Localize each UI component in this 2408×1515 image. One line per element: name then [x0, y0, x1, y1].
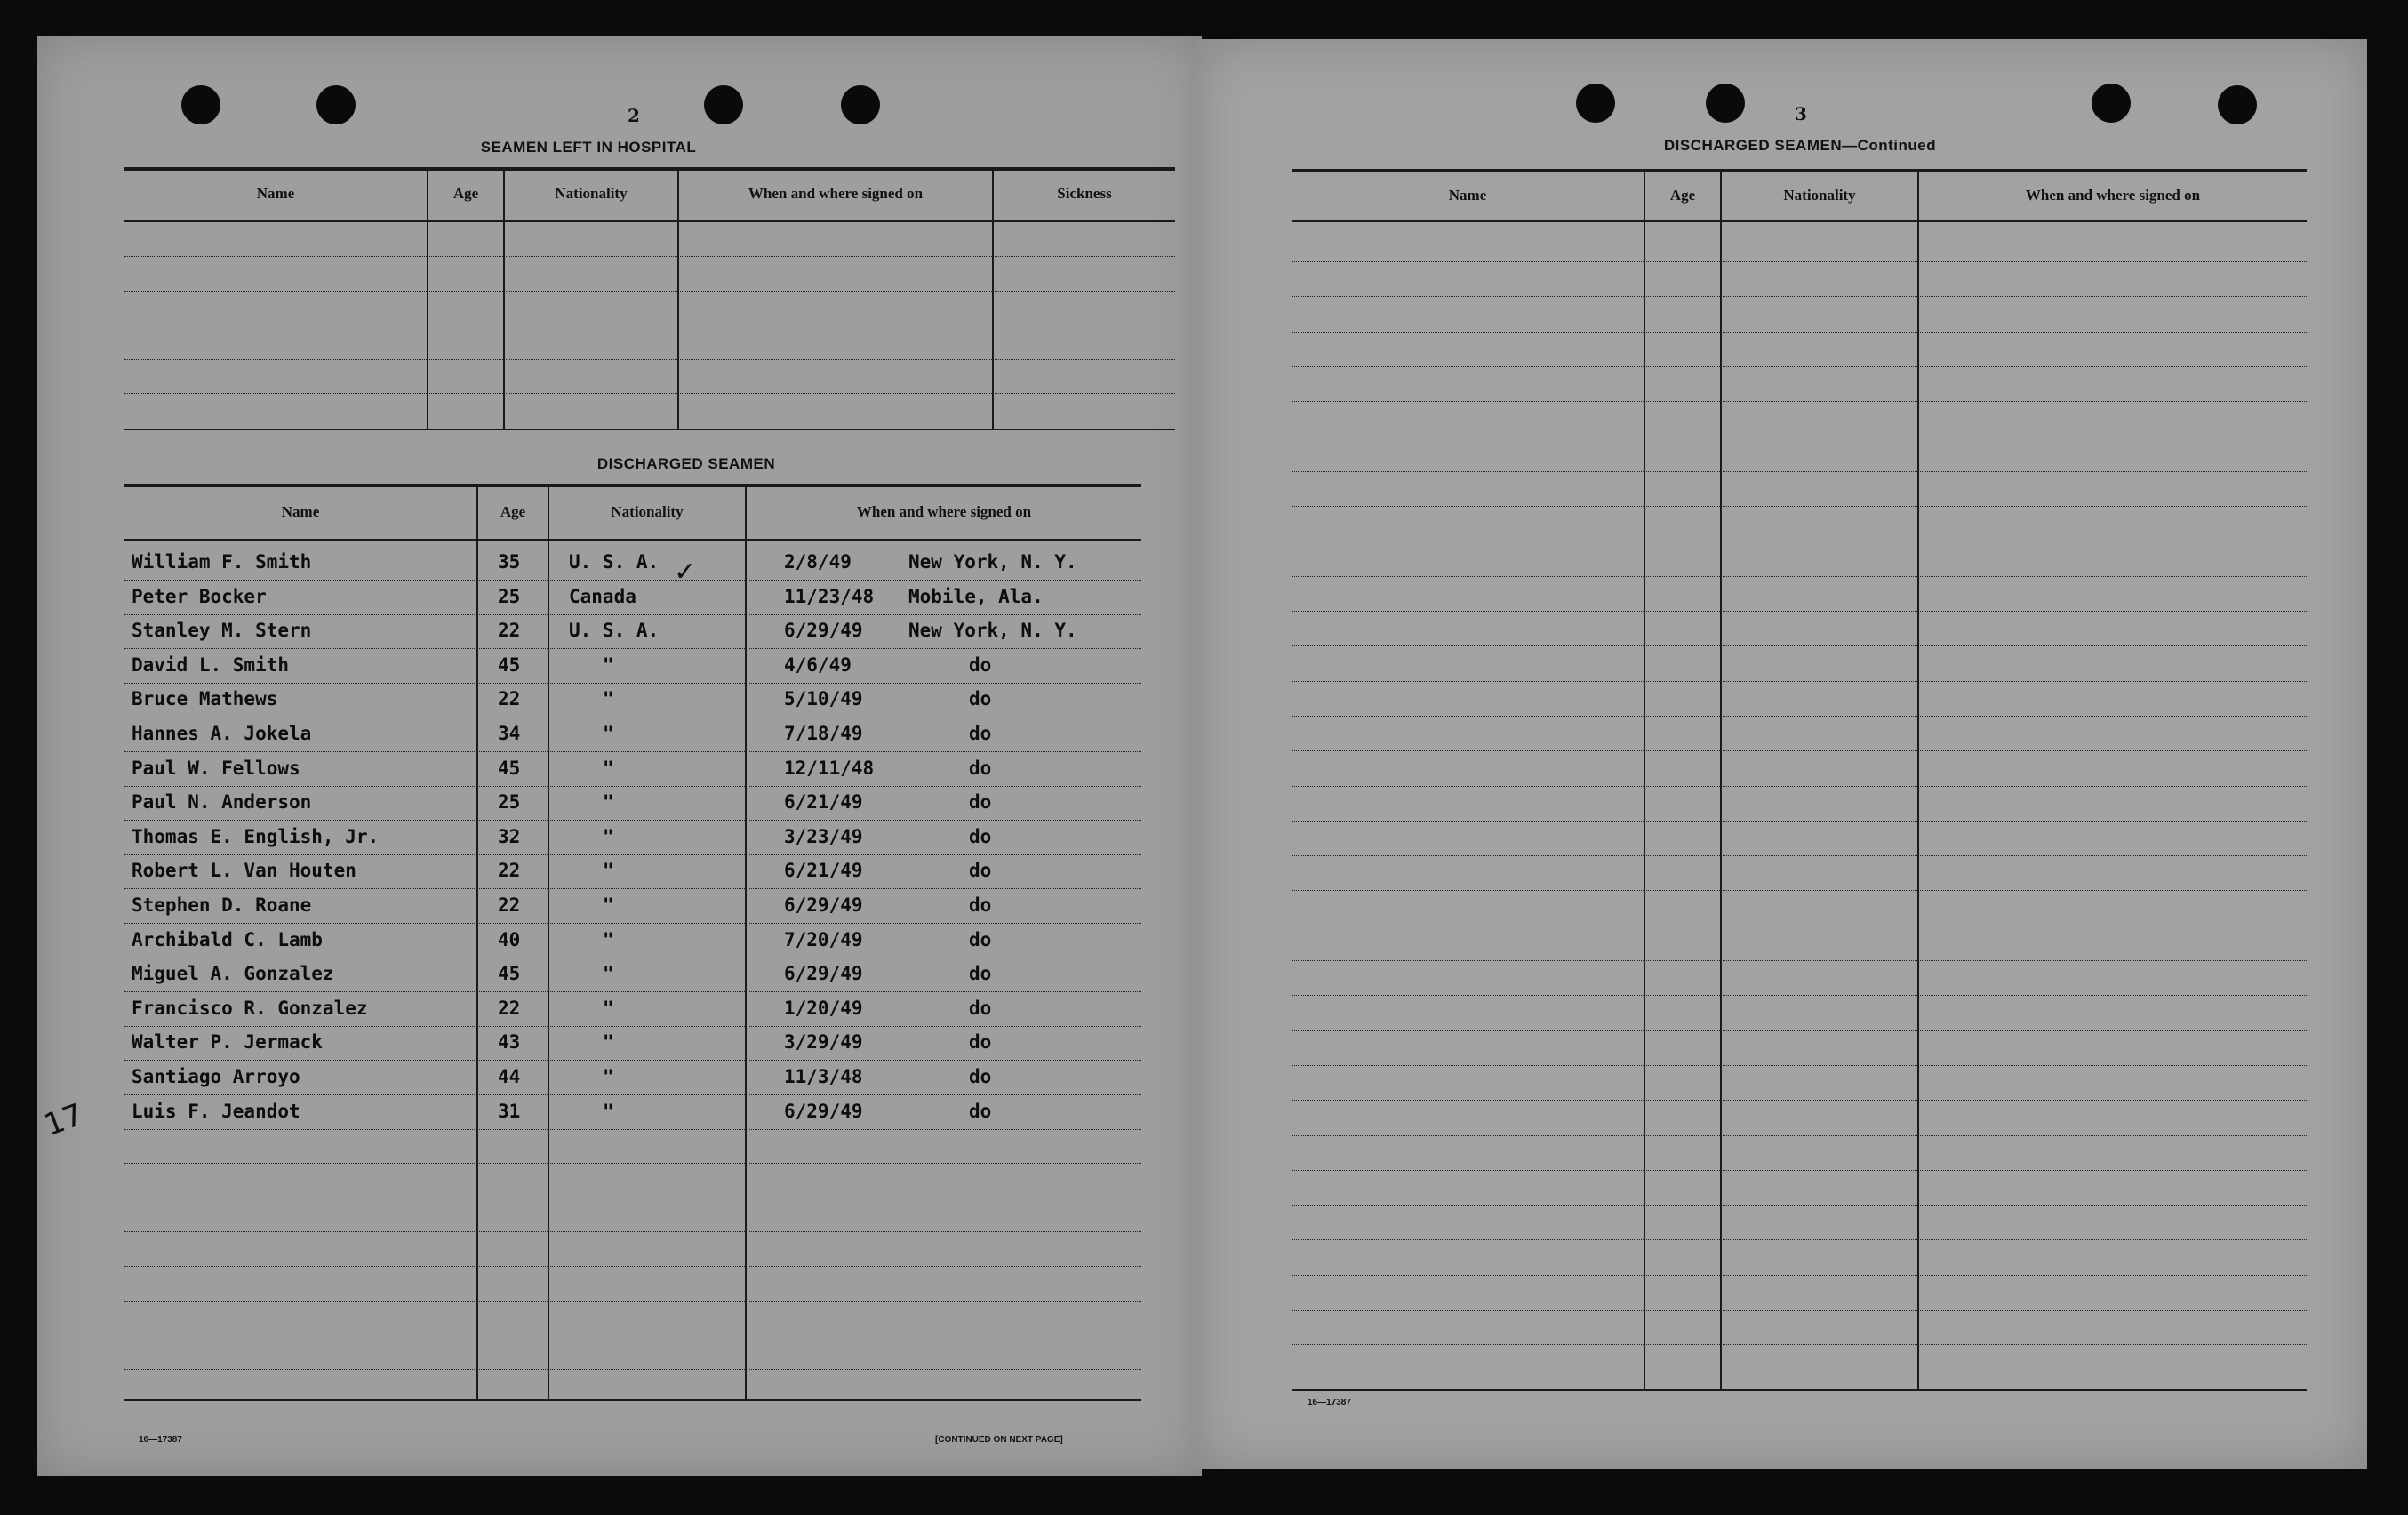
row-rule [124, 751, 1141, 752]
seaman-age: 31 [498, 1100, 521, 1122]
seaman-name: David L. Smith [132, 653, 290, 676]
seaman-name: Paul W. Fellows [132, 757, 300, 779]
seaman-name: Archibald C. Lamb [132, 928, 323, 950]
signed-on-place: New York, N. Y. [908, 620, 1077, 642]
signed-on-place: do [969, 997, 992, 1019]
signed-on-date: 7/18/49 [784, 723, 863, 744]
row-rule [1292, 611, 2307, 612]
row-rule [124, 1301, 1141, 1302]
signed-on-date: 11/23/48 [784, 585, 875, 607]
hospital-header-rule [124, 220, 1175, 222]
seaman-nationality: " [603, 1031, 614, 1054]
row-rule [1292, 1239, 2307, 1240]
signed-on-date: 2/8/49 [784, 551, 852, 573]
signed-on-place: do [969, 791, 992, 814]
row-rule [1292, 750, 2307, 751]
seaman-name: Stanley M. Stern [132, 620, 312, 642]
seaman-nationality: " [603, 894, 614, 916]
right-page [1196, 39, 2367, 1469]
discharged-col-nationality: Nationality [611, 503, 684, 520]
signed-on-date: 5/10/49 [784, 688, 863, 710]
row-rule [1292, 576, 2307, 577]
seaman-nationality: Canada [569, 585, 636, 607]
seaman-name: Peter Bocker [132, 585, 267, 607]
seaman-nationality: " [603, 860, 614, 882]
right-top-rule [1292, 169, 2307, 172]
right-col-age: Age [1669, 187, 1696, 204]
row-rule [1292, 366, 2307, 367]
discharged-bottom-rule [124, 1399, 1141, 1401]
row-rule [1292, 681, 2307, 682]
discharged-header-rule [124, 539, 1141, 541]
hospital-col-sickness: Sickness [1057, 185, 1112, 202]
seaman-age: 22 [498, 688, 521, 710]
row-rule [1292, 786, 2307, 787]
discharged-col-age: Age [500, 503, 526, 520]
seaman-age: 43 [498, 1031, 521, 1054]
page-number: 2 [628, 105, 640, 126]
row-rule [1292, 855, 2307, 856]
seaman-nationality: " [603, 791, 614, 814]
row-rule [124, 614, 1141, 615]
signed-on-date: 3/29/49 [784, 1031, 863, 1054]
row-rule [124, 786, 1141, 787]
row-rule [124, 580, 1141, 581]
signed-on-date: 6/29/49 [784, 963, 863, 985]
hospital-col-name: Name [256, 185, 295, 202]
signed-on-place: do [969, 688, 992, 710]
signed-on-date: 12/11/48 [784, 757, 875, 779]
signed-on-place: do [969, 860, 992, 882]
row-rule [124, 359, 1175, 360]
row-rule [124, 393, 1175, 394]
discharged-col-divider [548, 485, 549, 1399]
seaman-name: Walter P. Jermack [132, 1031, 323, 1054]
seaman-age: 22 [498, 860, 521, 882]
row-rule [1292, 332, 2307, 333]
continued-note: [CONTINUED ON NEXT PAGE] [935, 1435, 1063, 1445]
seaman-age: 34 [498, 723, 521, 744]
signed-on-date: 4/6/49 [784, 653, 852, 676]
row-rule [1292, 645, 2307, 646]
row-rule [124, 1266, 1141, 1267]
row-rule [1292, 960, 2307, 961]
row-rule [124, 888, 1141, 889]
hospital-col-signed-on: When and where signed on [748, 185, 924, 202]
seaman-age: 45 [498, 757, 521, 779]
left-page [37, 36, 1202, 1476]
seaman-nationality: " [603, 825, 614, 847]
signed-on-place: do [969, 894, 992, 916]
seaman-nationality: " [603, 1100, 614, 1122]
row-rule [1292, 1205, 2307, 1206]
signed-on-place: do [969, 928, 992, 950]
punch-hole [181, 85, 220, 124]
row-rule [1292, 1310, 2307, 1311]
seaman-name: Thomas E. English, Jr. [132, 825, 380, 847]
seaman-age: 44 [498, 1066, 521, 1087]
hospital-col-divider [427, 169, 428, 429]
punch-hole [316, 85, 356, 124]
signed-on-place: do [969, 963, 992, 985]
row-rule [1292, 506, 2307, 507]
row-rule [124, 923, 1141, 924]
signed-on-place: do [969, 757, 992, 779]
seaman-age: 22 [498, 620, 521, 642]
row-rule [1292, 1100, 2307, 1101]
seaman-age: 40 [498, 928, 521, 950]
signed-on-date: 1/20/49 [784, 997, 863, 1019]
signed-on-date: 6/29/49 [784, 620, 863, 642]
discharged-col-divider [476, 485, 478, 1399]
punch-hole [704, 85, 743, 124]
signed-on-place: Mobile, Ala. [908, 585, 1044, 607]
row-rule [124, 1163, 1141, 1164]
hospital-col-divider [677, 169, 679, 429]
row-rule [1292, 296, 2307, 297]
signed-on-date: 3/23/49 [784, 825, 863, 847]
signed-on-place: do [969, 1031, 992, 1054]
discharged-col-signed-on: When and where signed on [856, 503, 1032, 520]
seaman-nationality: U. S. A. [569, 551, 660, 573]
seaman-age: 35 [498, 551, 521, 573]
row-rule [1292, 1065, 2307, 1066]
row-rule [124, 1060, 1141, 1061]
page-number: 3 [1795, 103, 1807, 124]
row-rule [124, 648, 1141, 649]
row-rule [124, 291, 1175, 292]
discharged-col-name: Name [281, 503, 320, 520]
margin-mark: 17 [39, 1096, 88, 1144]
punch-hole [2218, 85, 2257, 124]
right-col-signed-on: When and where signed on [2025, 187, 2201, 204]
discharged-continued-heading: DISCHARGED SEAMEN—Continued [1663, 137, 1937, 154]
discharged-top-rule [124, 484, 1141, 487]
signed-on-date: 6/21/49 [784, 860, 863, 882]
seaman-name: William F. Smith [132, 551, 312, 573]
seaman-age: 32 [498, 825, 521, 847]
right-bottom-rule [1292, 1389, 2307, 1391]
seaman-nationality: " [603, 723, 614, 744]
row-rule [124, 854, 1141, 855]
signed-on-date: 6/29/49 [784, 894, 863, 916]
signed-on-place: do [969, 1100, 992, 1122]
row-rule [124, 1369, 1141, 1370]
signed-on-date: 7/20/49 [784, 928, 863, 950]
right-col-divider [1644, 171, 1645, 1389]
discharged-col-divider [745, 485, 747, 1399]
right-col-divider [1917, 171, 1919, 1389]
punch-hole [1706, 84, 1745, 123]
hospital-col-nationality: Nationality [555, 185, 628, 202]
seaman-nationality: " [603, 963, 614, 985]
form-number: 16—17387 [1308, 1398, 1351, 1407]
hospital-col-divider [992, 169, 994, 429]
row-rule [1292, 401, 2307, 402]
signed-on-date: 6/21/49 [784, 791, 863, 814]
row-rule [1292, 261, 2307, 262]
discharged-heading: DISCHARGED SEAMEN [596, 455, 776, 472]
form-number: 16—17387 [139, 1435, 182, 1445]
signed-on-place: New York, N. Y. [908, 551, 1077, 573]
row-rule [124, 1231, 1141, 1232]
right-col-divider [1720, 171, 1722, 1389]
seaman-age: 25 [498, 791, 521, 814]
signed-on-date: 11/3/48 [784, 1066, 863, 1087]
row-rule [124, 1026, 1141, 1027]
signed-on-date: 6/29/49 [784, 1100, 863, 1122]
seaman-age: 45 [498, 653, 521, 676]
seaman-age: 25 [498, 585, 521, 607]
seaman-name: Hannes A. Jokela [132, 723, 312, 744]
seaman-name: Francisco R. Gonzalez [132, 997, 368, 1019]
seaman-name: Santiago Arroyo [132, 1066, 300, 1087]
row-rule [124, 256, 1175, 257]
hospital-top-rule [124, 167, 1175, 171]
row-rule [124, 1129, 1141, 1130]
seaman-name: Luis F. Jeandot [132, 1100, 300, 1122]
signed-on-place: do [969, 825, 992, 847]
seaman-nationality: " [603, 997, 614, 1019]
row-rule [1292, 716, 2307, 717]
seaman-age: 22 [498, 894, 521, 916]
punch-hole [1576, 84, 1615, 123]
right-header-rule [1292, 220, 2307, 222]
row-rule [1292, 1344, 2307, 1345]
row-rule [124, 1094, 1141, 1095]
seaman-nationality: " [603, 928, 614, 950]
seaman-name: Bruce Mathews [132, 688, 278, 710]
seaman-name: Robert L. Van Houten [132, 860, 356, 882]
row-rule [1292, 821, 2307, 822]
row-rule [124, 683, 1141, 684]
row-rule [1292, 1030, 2307, 1031]
row-rule [1292, 995, 2307, 996]
check-mark: ✓ [674, 557, 697, 588]
right-col-name: Name [1448, 187, 1487, 204]
hospital-heading: SEAMEN LEFT IN HOSPITAL [480, 139, 697, 156]
hospital-bottom-rule [124, 429, 1175, 430]
signed-on-place: do [969, 723, 992, 744]
punch-hole [841, 85, 880, 124]
row-rule [1292, 890, 2307, 891]
seaman-nationality: " [603, 1066, 614, 1087]
hospital-col-divider [503, 169, 505, 429]
punch-hole [2092, 84, 2131, 123]
row-rule [124, 820, 1141, 821]
seaman-age: 45 [498, 963, 521, 985]
row-rule [1292, 471, 2307, 472]
row-rule [1292, 1135, 2307, 1136]
seaman-name: Stephen D. Roane [132, 894, 312, 916]
hospital-col-age: Age [452, 185, 479, 202]
signed-on-place: do [969, 653, 992, 676]
seaman-nationality: " [603, 688, 614, 710]
seaman-name: Paul N. Anderson [132, 791, 312, 814]
seaman-nationality: " [603, 653, 614, 676]
seaman-nationality: " [603, 757, 614, 779]
right-col-nationality: Nationality [1783, 187, 1856, 204]
row-rule [1292, 1275, 2307, 1276]
seaman-nationality: U. S. A. [569, 620, 660, 642]
signed-on-place: do [969, 1066, 992, 1087]
seaman-name: Miguel A. Gonzalez [132, 963, 334, 985]
seaman-age: 22 [498, 997, 521, 1019]
row-rule [124, 991, 1141, 992]
row-rule [1292, 1170, 2307, 1171]
